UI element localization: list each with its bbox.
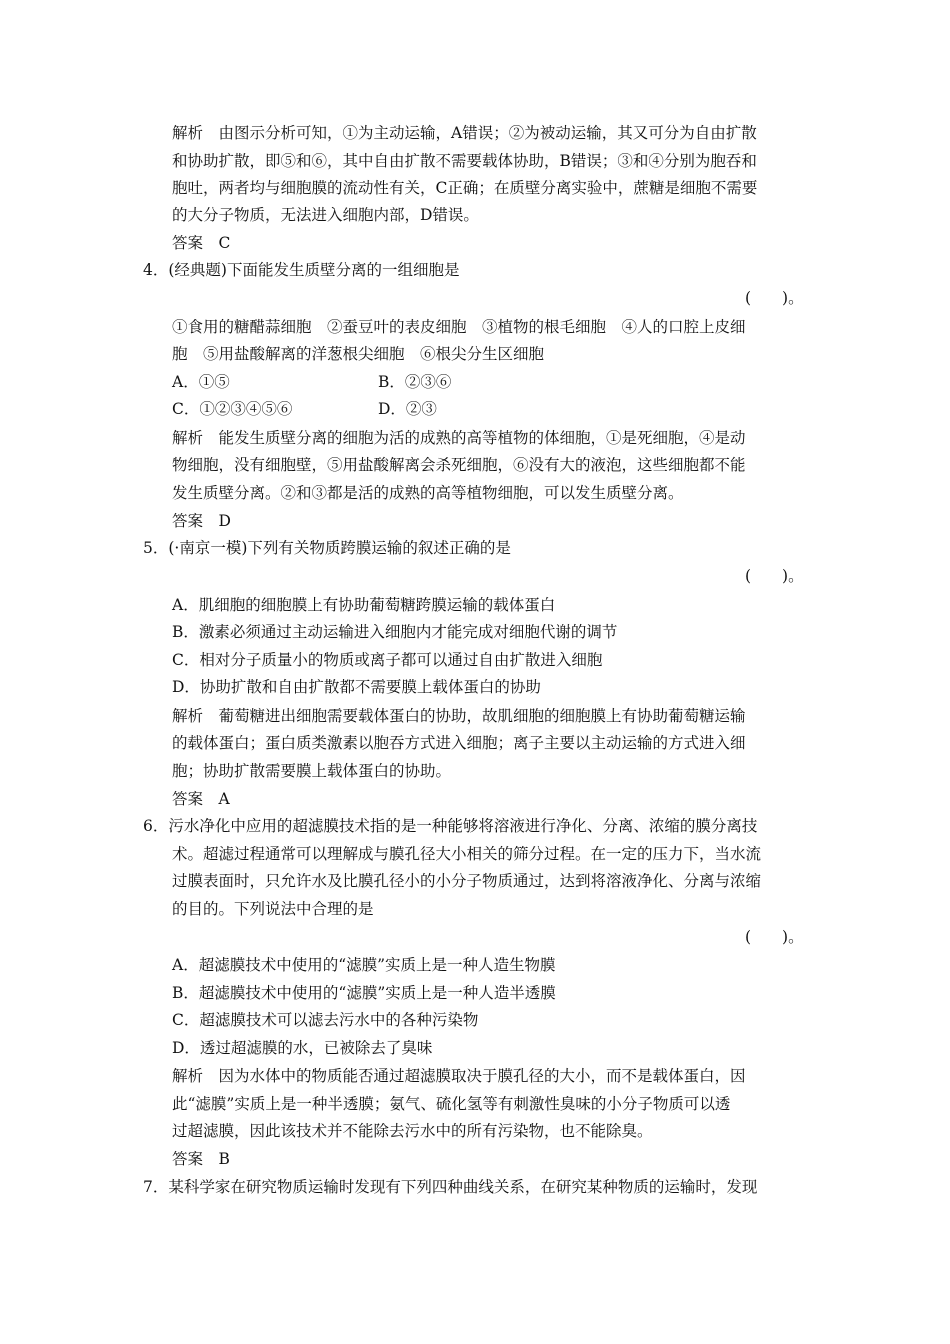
q4-option-d: D．②③ [378, 400, 437, 418]
q4-answer: 答案 D [172, 512, 231, 530]
q6-stem-line-4: 的目的。下列说法中合理的是 [172, 900, 374, 918]
q5-option-a: A．肌细胞的细胞膜上有协助葡萄糖跨膜运输的载体蛋白 [172, 596, 556, 614]
q4-answer-bracket: ( )。 [745, 289, 804, 307]
q5-analysis-line-3: 胞；协助扩散需要膜上载体蛋白的协助。 [172, 762, 452, 780]
q4-items-line-2: 胞 ⑤用盐酸解离的洋葱根尖细胞 ⑥根尖分生区细胞 [172, 345, 545, 363]
q6-option-b: B．超滤膜技术中使用的“滤膜”实质上是一种人造半透膜 [172, 984, 556, 1002]
q5-option-c: C．相对分子质量小的物质或离子都可以通过自由扩散进入细胞 [172, 651, 603, 669]
q3-analysis-line-3: 胞吐，两者均与细胞膜的流动性有关，C正确；在质壁分离实验中，蔗糖是细胞不需要 [172, 179, 758, 197]
q6-stem-line-1: 6．污水净化中应用的超滤膜技术指的是一种能够将溶液进行净化、分离、浓缩的膜分离技 [143, 817, 758, 835]
q6-option-c: C．超滤膜技术可以滤去污水中的各种污染物 [172, 1011, 479, 1029]
q6-option-a: A．超滤膜技术中使用的“滤膜”实质上是一种人造生物膜 [172, 956, 556, 974]
q4-option-c: C．①②③④⑤⑥ [172, 400, 293, 418]
q3-answer: 答案 C [172, 234, 231, 252]
q3-analysis-line-2: 和协助扩散，即⑤和⑥，其中自由扩散不需要载体协助，B错误；③和④分别为胞吞和 [172, 152, 757, 170]
q6-stem-line-3: 过膜表面时，只允许水及比膜孔径小的小分子物质通过，达到将溶液净化、分离与浓缩 [172, 872, 762, 890]
q4-stem: 4．(经典题)下面能发生质壁分离的一组细胞是 [143, 261, 460, 279]
q6-option-d: D．透过超滤膜的水，已被除去了臭味 [172, 1039, 433, 1057]
q5-answer-bracket: ( )。 [745, 567, 804, 585]
q6-stem-line-2: 术。超滤过程通常可以理解成与膜孔径大小相关的筛分过程。在一定的压力下，当水流 [172, 845, 762, 863]
q6-answer: 答案 B [172, 1150, 230, 1168]
q4-analysis-line-2: 物细胞，没有细胞壁，⑤用盐酸解离会杀死细胞，⑥没有大的液泡，这些细胞都不能 [172, 456, 746, 474]
q4-option-b: B．②③⑥ [378, 373, 452, 391]
q6-answer-bracket: ( )。 [745, 928, 804, 946]
q6-analysis-line-1: 解析 因为水体中的物质能否通过超滤膜取决于膜孔径的大小，而不是载体蛋白，因 [172, 1067, 746, 1085]
q4-analysis-line-3: 发生质壁分离。②和③都是活的成熟的高等植物细胞，可以发生质壁分离。 [172, 484, 684, 502]
q3-analysis-line-4: 的大分子物质，无法进入细胞内部，D错误。 [172, 206, 479, 224]
q5-option-b: B．激素必须通过主动运输进入细胞内才能完成对细胞代谢的调节 [172, 623, 618, 641]
q5-analysis-line-2: 的载体蛋白；蛋白质类激素以胞吞方式进入细胞；离子主要以主动运输的方式进入细 [172, 734, 746, 752]
q4-option-a: A．①⑤ [172, 373, 230, 391]
q5-option-d: D．协助扩散和自由扩散都不需要膜上载体蛋白的协助 [172, 678, 541, 696]
q6-analysis-line-3: 过超滤膜，因此该技术并不能除去污水中的所有污染物，也不能除臭。 [172, 1122, 653, 1140]
q5-analysis-line-1: 解析 葡萄糖进出细胞需要载体蛋白的协助，故肌细胞的细胞膜上有协助葡萄糖运输 [172, 707, 746, 725]
q4-items-line-1: ①食用的糖醋蒜细胞 ②蚕豆叶的表皮细胞 ③植物的根毛细胞 ④人的口腔上皮细 [172, 318, 746, 336]
q3-analysis-line-1: 解析 由图示分析可知，①为主动运输，A错误；②为被动运输，其又可分为自由扩散 [172, 124, 757, 142]
q7-stem: 7．某科学家在研究物质运输时发现有下列四种曲线关系，在研究某种物质的运输时，发现 [143, 1178, 758, 1196]
q4-analysis-line-1: 解析 能发生质壁分离的细胞为活的成熟的高等植物的体细胞，①是死细胞，④是动 [172, 429, 746, 447]
q6-analysis-line-2: 此“滤膜”实质上是一种半透膜；氨气、硫化氢等有刺激性臭味的小分子物质可以透 [172, 1095, 731, 1113]
q5-stem: 5．(·南京一模)下列有关物质跨膜运输的叙述正确的是 [143, 539, 511, 557]
q5-answer: 答案 A [172, 790, 230, 808]
